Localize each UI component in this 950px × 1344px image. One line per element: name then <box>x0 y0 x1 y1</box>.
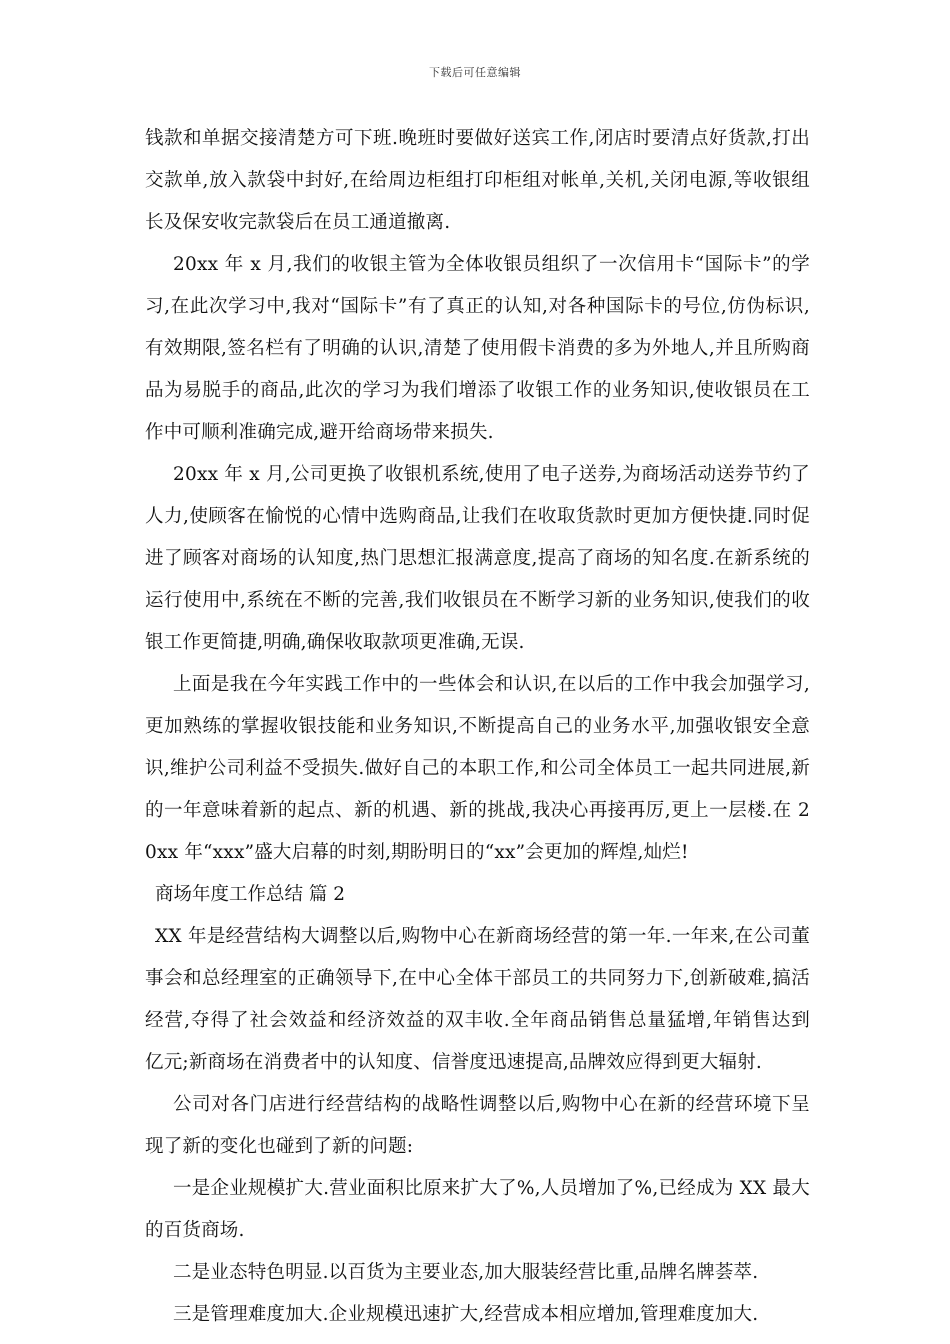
paragraph-conclusion: 上面是我在今年实践工作中的一些体会和认识,在以后的工作中我会加强学习,更加熟练的掌握收银技能和业务知识,不断提高自己的业务水平,加强收银安全意识,维护公司利益不受损失.做好自己的本职工作,和公司全体员工一起共同进展,新的一年意味着新的起点、新的机遇、新的挑战,我决心再接再厉,更上一层楼.在 20xx 年“xxx”盛大启幕的时刻,期盼明日的“xx”会更加的辉煌,灿烂! <box>145 674 810 863</box>
paragraph-cash-register-system: 20xx 年 x 月,公司更换了收银机系统,使用了电子送券,为商场活动送券节约了人力,使顾客在愉悦的心情中选购商品,让我们在收取货款时更加方便快捷.同时促进了顾客对商场的认知度,热门思想汇报满意度,提高了商场的知名度.在新系统的运行使用中,系统在不断的完善,我们收银员在不断学习新的业务知识,使我们的收银工作更简捷,明确,确保收取款项更准确,无误. <box>145 464 810 653</box>
paragraph-year-overview: XX 年是经营结构大调整以后,购物中心在新商场经营的第一年.一年来,在公司董事会和总经理室的正确领导下,在中心全体干部员工的共同努力下,创新破难,搞活经营,夺得了社会效益和经济效益的双丰收.全年商品销售总量猛增,年销售达到 亿元;新商场在消费者中的认知度、信誉度迅速提高,品牌效应得到更大辐射. <box>145 926 823 1073</box>
paragraph-restructure: 公司对各门店进行经营结构的战略性调整以后,购物中心在新的经营环境下呈现了新的变化也碰到了新的问题: <box>145 1094 810 1157</box>
paragraph-point-three: 三是管理难度加大.企业规模迅速扩大,经营成本相应增加,管理难度加大. <box>173 1304 759 1325</box>
paragraph-continuation: 钱款和单据交接清楚方可下班.晚班时要做好送宾工作,闭店时要清点好货款,打出交款单,放入款袋中封好,在给周边柜组打印柜组对帐单,关机,关闭电源,等收银组长及保安收完款袋后在员工通道撤离. <box>145 128 810 233</box>
paragraph-credit-card-training: 20xx 年 x 月,我们的收银主管为全体收银员组织了一次信用卡“国际卡”的学习,在此次学习中,我对“国际卡”有了真正的认知,对各种国际卡的号位,仿伪标识,有效期限,签名栏有了明确的认识,清楚了使用假卡消费的多为外地人,并且所购商品为易脱手的商品,此次的学习为我们增添了收银工作的业务知识,使收银员在工作中可顺利准确完成,避开给商场带来损失. <box>145 254 810 443</box>
paragraph-point-one: 一是企业规模扩大.营业面积比原来扩大了%,人员增加了%,已经成为 XX 最大的百货商场. <box>145 1178 810 1241</box>
section-heading: 商场年度工作总结 篇 2 <box>155 884 346 905</box>
page-header: 下载后可任意编辑 <box>429 66 521 79</box>
document-body <box>145 118 823 1336</box>
paragraph-point-two: 二是业态特色明显.以百货为主要业态,加大服装经营比重,品牌名牌荟萃. <box>173 1262 759 1283</box>
